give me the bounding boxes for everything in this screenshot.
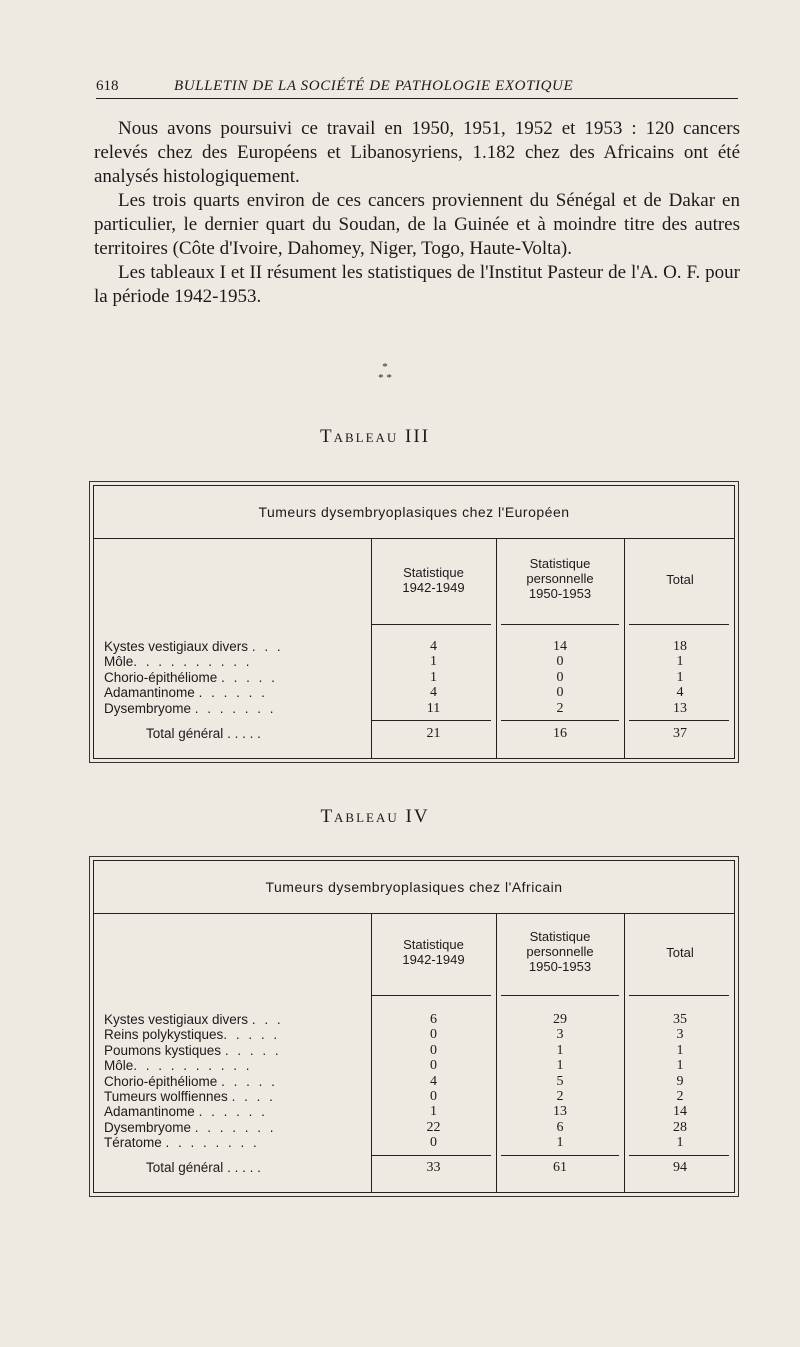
- table-cell: 28: [673, 1119, 687, 1135]
- paragraph: Les trois quarts environ de ces cancers proviennent du Sénégal et de Dakar en particulier, le dernier quart du Soudan, de la Guinée et à moindre titre des autres territoires (Côte d'Ivoire, Dahomey, Niger, Togo, Haute-Volta).: [94, 190, 740, 259]
- table3-caption: Tableau III: [319, 426, 431, 447]
- table-cell: 1: [676, 1135, 684, 1151]
- row-label: Adamantinome . . . . . .: [104, 685, 268, 701]
- column-header: [371, 565, 496, 595]
- row-label: Poumons kystiques . . . . .: [104, 1042, 282, 1058]
- table-cell: 13: [553, 1104, 567, 1120]
- page-number: 618: [96, 78, 119, 94]
- table-title: Tumeurs dysembryoplasiques chez l'Européen: [94, 486, 734, 539]
- row-label: Kystes vestigiaux divers . . .: [104, 1012, 284, 1027]
- total-rule: [501, 1155, 619, 1156]
- row-label: Reins polykystiques. . . . .: [104, 1027, 280, 1043]
- paragraph: Nous avons poursuivi ce travail en 1950, 1951, 1952 et 1953 : 120 cancers relevés chez des Européens et Libanosyriens, 1.182 chez des Africains ont été analysés histologiquement.: [94, 118, 740, 187]
- table-cell: 4: [430, 685, 437, 701]
- table-cell: 14: [673, 1104, 687, 1120]
- table-cell: 2: [676, 1089, 684, 1104]
- table-cell: 13: [673, 700, 687, 716]
- row-label: Adamantinome . . . . . .: [104, 1104, 268, 1120]
- header-line: Total: [666, 572, 694, 587]
- table-cell: 0: [556, 685, 564, 701]
- total-label: Total général . . . . .: [146, 1160, 261, 1175]
- table-cell: 1: [430, 654, 437, 670]
- table-cell: 2: [556, 700, 564, 716]
- table-cell: 14: [553, 639, 567, 654]
- table-cell: 3: [556, 1027, 564, 1043]
- table-cell: 1: [556, 1042, 564, 1058]
- table-cell: 11: [426, 700, 441, 716]
- table-4: [93, 860, 735, 1193]
- table-cell: 0: [556, 669, 564, 685]
- table-cell: 29: [553, 1012, 567, 1027]
- header-line: Total: [666, 945, 694, 960]
- running-title: BULLETIN DE LA SOCIÉTÉ DE PATHOLOGIE EXOTIQUE: [174, 78, 574, 94]
- table-cell: 3: [676, 1027, 684, 1043]
- table-cell: 6: [430, 1012, 437, 1027]
- total-label: Total général . . . . .: [146, 726, 261, 741]
- table-cell: 1: [430, 1104, 437, 1120]
- column-header: [496, 556, 624, 601]
- header-rule: [501, 624, 619, 625]
- header-rule: [629, 624, 729, 625]
- header-rule: [629, 995, 729, 996]
- table-cell: 1: [676, 654, 684, 670]
- header-rule: [371, 624, 491, 625]
- total-cell: 16: [553, 726, 567, 741]
- table-caption: [250, 426, 500, 448]
- row-label: Dysembryome . . . . . . .: [104, 1119, 277, 1135]
- header-line: 1950-1953: [528, 959, 592, 974]
- total-rule: [629, 1155, 729, 1156]
- header-line: Statistique: [403, 565, 464, 580]
- table-cell: 0: [430, 1042, 437, 1058]
- header-line: 1942-1949: [402, 580, 465, 595]
- row-label: Môle. . . . . . . . . .: [104, 1058, 253, 1074]
- table-cell: 2: [556, 1089, 564, 1104]
- table-3: [93, 485, 735, 759]
- table-cell: 0: [430, 1058, 437, 1074]
- total-cell: 21: [426, 726, 441, 741]
- column-header: [496, 929, 624, 974]
- header-rule: [371, 995, 491, 996]
- row-label: Chorio-épithéliome . . . . .: [104, 669, 278, 685]
- row-label: Tumeurs wolffiennes . . . .: [104, 1089, 276, 1104]
- column-header: [624, 572, 736, 587]
- table-cell: 0: [430, 1089, 437, 1104]
- total-cell: 94: [673, 1160, 687, 1175]
- table-cell: 1: [430, 669, 437, 685]
- row-label: Kystes vestigiaux divers . . .: [104, 639, 284, 654]
- table-cell: 1: [556, 1058, 564, 1074]
- total-rule: [371, 1155, 491, 1156]
- table-cell: 22: [426, 1119, 441, 1135]
- row-label: Dysembryome . . . . . . .: [104, 700, 277, 716]
- table-cell: 0: [430, 1027, 437, 1043]
- total-cell: 33: [426, 1160, 441, 1175]
- table-caption: [250, 806, 500, 828]
- table-cell: 1: [556, 1135, 564, 1151]
- asterism-bottom: * *: [378, 372, 392, 384]
- header-line: Statistique: [529, 556, 591, 571]
- table-cell: 5: [556, 1073, 564, 1089]
- table-cell: 18: [673, 639, 687, 654]
- table-cell: 9: [676, 1073, 684, 1089]
- header-line: personnelle: [526, 944, 594, 959]
- table-cell: 4: [430, 639, 437, 654]
- header-line: Statistique: [529, 929, 591, 944]
- header-line: personnelle: [526, 571, 594, 586]
- total-rule: [501, 720, 619, 721]
- header-line: 1950-1953: [528, 586, 592, 601]
- body-text: [94, 117, 740, 309]
- header-line: Statistique: [403, 937, 464, 952]
- header-rule: [501, 995, 619, 996]
- table-cell: 1: [676, 1042, 684, 1058]
- page-header: [96, 74, 738, 99]
- table-cell: 4: [430, 1073, 437, 1089]
- total-cell: 37: [673, 726, 687, 741]
- table-cell: 4: [676, 685, 684, 701]
- row-label: Chorio-épithéliome . . . . .: [104, 1073, 278, 1089]
- table-cell: 0: [430, 1135, 437, 1151]
- table-cell: 0: [556, 654, 564, 670]
- header-line: 1942-1949: [402, 952, 465, 967]
- asterism: [370, 362, 400, 384]
- table4-caption: Tableau IV: [320, 806, 430, 827]
- table-cell: 1: [676, 669, 684, 685]
- table-title: Tumeurs dysembryoplasiques chez l'Africain: [94, 861, 734, 914]
- column-header: [371, 937, 496, 967]
- table-cell: 1: [676, 1058, 684, 1074]
- column-header: [624, 945, 736, 960]
- row-label: Môle. . . . . . . . . .: [104, 654, 253, 670]
- paragraph: Les tableaux I et II résument les statistiques de l'Institut Pasteur de l'A. O. F. pour la période 1942-1953.: [94, 262, 740, 307]
- table-cell: 35: [673, 1012, 687, 1027]
- total-cell: 61: [553, 1160, 567, 1175]
- row-label: Tératome . . . . . . . .: [104, 1135, 260, 1151]
- table-cell: 6: [556, 1119, 564, 1135]
- asterism-top: *: [382, 361, 388, 373]
- total-rule: [629, 720, 729, 721]
- total-rule: [371, 720, 491, 721]
